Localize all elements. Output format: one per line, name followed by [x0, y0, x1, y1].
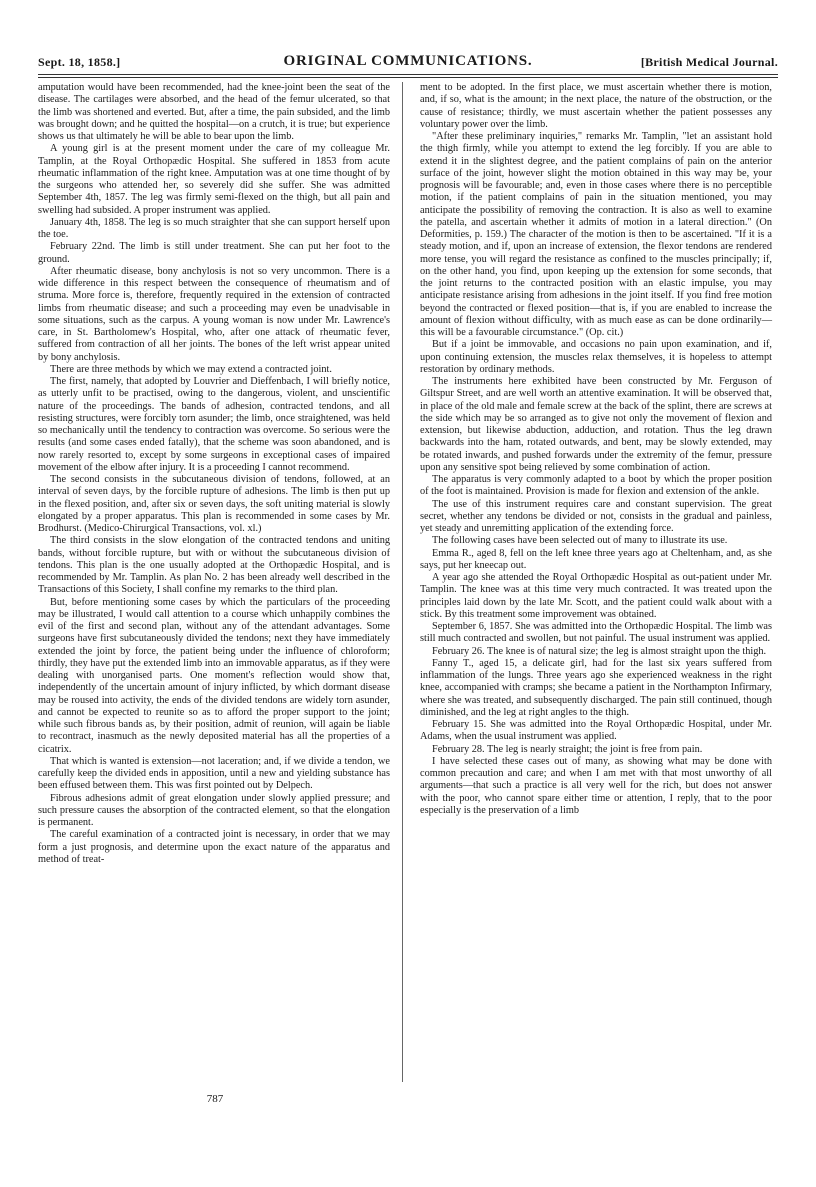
- paragraph: After rheumatic disease, bony anchylosis is not so very uncommon. There is a wide difference in this respect between the consequence of rheumatism and of struma. More force is, therefore, frequently required in the extension of contracted limbs from rheumatic disease; and such a proceeding may even be unadvisable in some situations, such as the carpus. A young woman is now under Mr. Lawrence's care, in St. Bartholomew's Hospital, who, after one attack of rheumatic fever, suffered from contraction of all her joints. The bones of the left wrist appear united by bony anchylosis.: [38, 265, 390, 363]
- paragraph: The careful examination of a contracted joint is necessary, in order that we may form a just prognosis, and determine upon the exact nature of the apparatus and method of treat-: [38, 829, 390, 865]
- header-title: ORIGINAL COMMUNICATIONS.: [283, 53, 533, 69]
- right-column: [420, 82, 772, 817]
- paragraph: But if a joint be immovable, and occasions no pain upon examination, and if, upon continuing extension, the muscles relax themselves, it is hopeless to attempt restoration by ordinary methods.: [420, 339, 772, 375]
- running-header: [38, 53, 778, 73]
- paragraph: The following cases have been selected out of many to illustrate its use.: [432, 535, 728, 547]
- paragraph: Fanny T., aged 15, a delicate girl, had for the last six years suffered from inflammation of the lungs. Three years ago she experienced weakness in the right knee, accompanied with cramps; she became a patient in the Northampton Infirmary, where she was treated, and subsequently discharged. The pain still continued, though diminished, and the leg at right angles to the thigh.: [420, 657, 772, 718]
- paragraph: A year ago she attended the Royal Orthopædic Hospital as out-patient under Mr. Tamplin. The knee was at this time very much contracted. It was treated upon the principles laid down by the late Mr. Scott, and the patient could walk about with a stick. By this treatment some improvement was obtained.: [420, 572, 772, 620]
- paragraph: January 4th, 1858. The leg is so much straighter that she can support herself upon the toe.: [38, 216, 390, 240]
- header-date: Sept. 18, 1858.]: [38, 55, 121, 69]
- paragraph: The instruments here exhibited have been constructed by Mr. Ferguson of Giltspur Street, and are well worth an attentive examination. It will be observed that, in place of the old male and female screw at the back of the splint, there are screws at the side which may be so arranged as to give not only the movement of flexion and extension, but likewise abduction, adduction, and rotation. Thus the leg drawn backwards into the ham, rotated outwards, and bent, may be slowly extended, may be rotated inwards, and pushed forwards under the extremity of the femur, pressure upon any sensitive spot being relieved by some combination of action.: [420, 376, 772, 473]
- paragraph: The use of this instrument requires care and constant supervision. The great secret, whether any tendons be divided or not, consists in the gradual and painless, yet steady and unremitting application of the extending force.: [420, 498, 772, 534]
- paragraph: Fibrous adhesions admit of great elongation under slowly applied pressure; and such pressure causes the absorption of the contracted element, so that the elongation is permanent.: [38, 792, 390, 828]
- paragraph: The second consists in the subcutaneous division of tendons, followed, at an interval of seven days, by the forcible rupture of adhesions. The limb is then put up in the flexed position, and, after six or seven days, the soft uniting material is slowly elongated by a proper apparatus. This plan is recommended in some cases by Mr. Brodhurst. (Medico-Chirurgical Transactions, vol. xl.): [38, 474, 390, 534]
- paragraph: But, before mentioning some cases by which the particulars of the proceeding may be illustrated, I would call attention to a course which unhappily combines the evil of the first and second plan, without any of the attendant advantages. Some surgeons have first subcutaneously divided the tendons; next they have immediately extended the joint by force, the patient being under the influence of chloroform; thirdly, they have put the extended limb into an immovable apparatus, as if they were dealing with unorganised parts. One moment's reflection would show that, independently of the uncertain amount of injury inflicted, by which dormant disease may be roused into activity, the ends of the divided tendons are widely torn asunder, and cannot be expected to reunite so as to afford the proper support to the joint; while such fibrous bands as, by their position, admit of reunion, will again be liable to recontract, inasmuch as the newly deposited material has all the properties of a cicatrix.: [38, 596, 390, 755]
- paragraph: That which is wanted is extension—not laceration; and, if we divide a tendon, we carefully keep the divided ends in apposition, until a new and yielding substance has been effused between them. This was first pointed out by Delpech.: [38, 755, 390, 792]
- paragraph: February 28. The leg is nearly straight; the joint is free from pain.: [432, 743, 703, 755]
- paragraph: February 15. She was admitted into the Royal Orthopædic Hospital, under Mr. Adams, when the usual instrument was applied.: [420, 719, 772, 743]
- paragraph: The first, namely, that adopted by Louvrier and Dieffenbach, I will briefly notice, as utterly unfit to be practised, owing to the dangerous, violent, and unscientific nature of the proceedings. The bands of adhesion, contracted tendons, and all resisting structures, were forcibly torn asunder; the limb, once straightened, was held so mechanically until the tendency to contraction was overcome. So serious were the results (and some cases ended fatally), that the scheme was soon abandoned, and is now rarely resorted to, except by some surgeons in exceptional cases of impaired movement of the elbow after injury. It is a proceeding I cannot recommend.: [38, 376, 390, 473]
- paragraph: The apparatus is very commonly adapted to a boot by which the proper position of the foot is maintained. Provision is made for flexion and extension of the ankle.: [420, 474, 772, 498]
- paragraph: Emma R., aged 8, fell on the left knee three years ago at Cheltenham, and, as she says, put her kneecap out.: [420, 547, 772, 571]
- paragraph: February 26. The knee is of natural size; the leg is almost straight upon the thigh.: [432, 645, 767, 657]
- column-divider: [402, 82, 403, 1082]
- paragraph: The third consists in the slow elongation of the contracted tendons and uniting bands, without forcible rupture, but with or without the subcutaneous division of tendons. This plan is the one usually adopted at the Orthopædic Hospital, and is recommended by Mr. Tamplin. As plan No. 2 has been already well described in the Transactions of this Society, I shall confine my remarks to the third plan.: [38, 535, 390, 596]
- paragraph: September 6, 1857. She was admitted into the Orthopædic Hospital. The limb was still much contracted and swollen, but not painful. The usual instrument was applied.: [420, 621, 772, 645]
- left-column: [38, 82, 390, 866]
- header-rule: [38, 74, 778, 75]
- page-number: 787: [206, 1093, 224, 1105]
- paragraph: A young girl is at the present moment under the care of my colleague Mr. Tamplin, at the Royal Orthopædic Hospital. She suffered in 1853 from acute rheumatic inflammation of the right knee. Amputation was at one time thought of by the surgeons who attended her, so severely did she suffer. She was admitted September 4th, 1857. The leg was firmly semi-flexed on the thigh, but all pain and swelling had subsided. A proper instrument was applied.: [38, 143, 390, 216]
- paragraph: "After these preliminary inquiries," remarks Mr. Tamplin, "let an assistant hold the thigh firmly, while you attempt to extend the leg forcibly. If you are able to extend it in the slightest degree, and the patient complains of pain on the anterior surface of the joint, however slight the motion obtained in this way may be, your prognosis will be favourable; and, even in those cases where there is no perceptible motion, if the patient complains of pain in the situation mentioned, you may anticipate the possibility of removing the contraction. It is also as well to examine the patella, and ascertain whether it admits of motion in a lateral direction." (On Deformities, p. 159.) The character of the motion is then to be ascertained. "If it is a steady motion, and if, upon an increase of extension, the flexor tendons are rendered more tense, you will regard the resistance as confined to the muscles principally; if, on the other hand, you find, upon keeping up the extension for some seconds, that the joint returns to the contracted position with an elastic impulse, you may anticipate resistance arising from adhesions in the joint itself. If you find free motion beyond the contracted or flexed position—that is, if you are enabled to increase the amount of flexion without difficulty, with as much ease as can be done ordinarily—this will be a favourable circumstance." (Op. cit.): [420, 131, 772, 338]
- paragraph: ment to be adopted. In the first place, we must ascertain whether there is motion, and, if so, what is the amount; in the next place, the nature of the obstruction, or the cause of resistance; thirdly, we must ascertain whether the patient possesses any voluntary power over the limb.: [420, 82, 772, 130]
- paragraph: I have selected these cases out of many, as showing what may be done with common precaution and care; and when I am met with that most unworthy of all arguments—that such a practice is all very well for the rich, but does not answer with the poor, who cannot spare either time or attention, I reply, that to the poor especially is the preservation of a limb: [420, 755, 772, 816]
- paragraph: amputation would have been recommended, had the knee-joint been the seat of the disease. The cartilages were absorbed, and the head of the femur ulcerated, so that the limb was shortened and everted. But, after a time, the pain subsided, and the limb was brought down; and he quitted the hospital—on a crutch, it is true; but experience shows us that ultimately he will be able to bear upon the limb.: [38, 82, 390, 142]
- header-journal: [British Medical Journal.: [640, 55, 778, 69]
- paragraph: February 22nd. The limb is still under treatment. She can put her foot to the ground.: [38, 241, 390, 265]
- paragraph: There are three methods by which we may extend a contracted joint.: [50, 363, 332, 375]
- header-rule-thin: [38, 77, 778, 78]
